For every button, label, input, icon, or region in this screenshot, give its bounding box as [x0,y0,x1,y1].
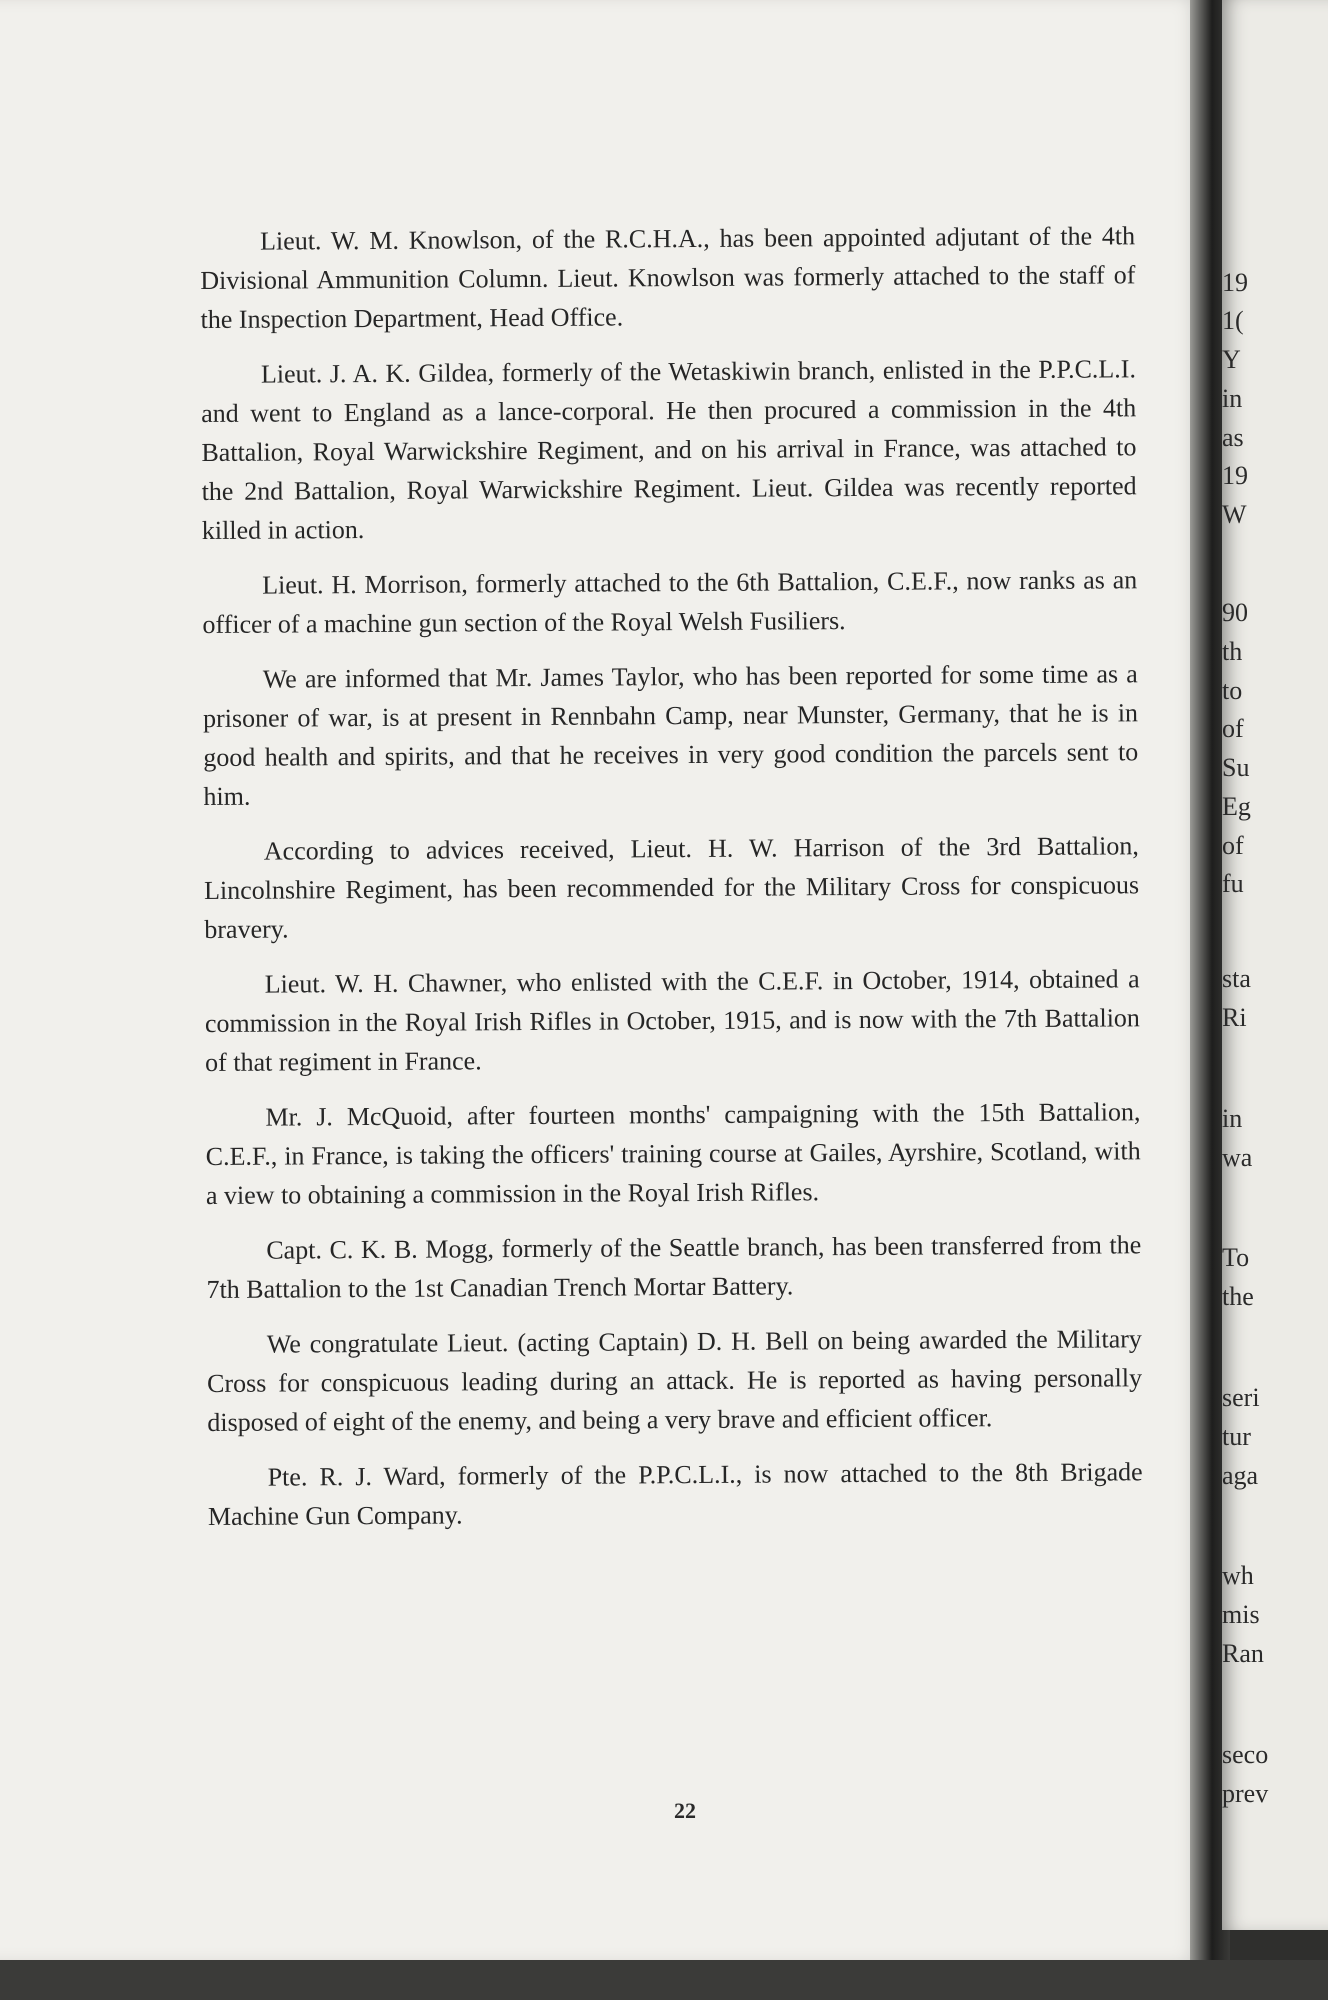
paragraph-mcquoid: Mr. J. McQuoid, after fourteen months' campaigning with the 15th Battalion, C.E.F., in France, is taking the officers' training course at Gailes, Ayrshire, Scotland, with a view to obtaining a commission in the Royal Irish Rifles. [205,1097,1141,1210]
facing-text-fragment: the [1222,1282,1254,1311]
facing-text-fragment: th [1222,637,1243,666]
facing-text-fragment: wh [1222,1561,1254,1590]
paragraph-morrison: Lieut. H. Morrison, formerly attached to the 6th Battalion, C.E.F., now ranks as an officer of a machine gun section of the Royal Welsh Fusiliers. [202,565,1138,639]
facing-text-fragment: wa [1222,1143,1253,1172]
facing-page [1222,0,1328,1930]
facing-text-fragment: Ri [1222,1003,1247,1032]
facing-text-fragment: seri [1222,1383,1260,1412]
facing-text-fragment: Su [1222,753,1250,782]
facing-text-fragment: Y [1222,345,1241,374]
facing-text-fragment: of [1222,714,1244,743]
paragraph-mogg: Capt. C. K. B. Mogg, formerly of the Seattle branch, has been transferred from the 7th Battalion to the 1st Canadian Trench Mortar Battery. [206,1230,1142,1304]
paragraph-harrison: According to advices received, Lieut. H. W. Harrison of the 3rd Battalion, Lincolnshire Regiment, has been recommended for the Military Cross for conspicuous bravery. [203,831,1140,944]
paragraph-chawner: Lieut. W. H. Chawner, who enlisted with the C.E.F. in October, 1914, obtained a commission in the Royal Irish Rifles in October, 1915, and is now with the 7th Battalion of that regiment in France. [204,964,1140,1077]
facing-text-fragment: in [1222,384,1243,413]
paragraph-ward: Pte. R. J. Ward, formerly of the P.P.C.L.I., is now attached to the 8th Brigade Machine Gun Company. [207,1457,1143,1531]
facing-text-fragment: mis [1222,1600,1260,1629]
facing-text-fragment: 90 [1222,598,1248,627]
paragraph-bell: We congratulate Lieut. (acting Captain) D. H. Bell on being awarded the Military Cross for conspicuous leading during an attack. He is reported as having personally disposed of eight of the enemy, and being a very brave and efficient officer. [207,1324,1143,1437]
paragraph-gildea: Lieut. J. A. K. Gildea, formerly of the Wetaskiwin branch, enlisted in the P.P.C.L.I. and went to England as a lance-corporal. He then procured a commission in the 4th Battalion, Royal Warwickshire Regiment, and on his arrival in France, was attached to the 2nd Battalion, Royal Warwickshire Regiment. Lieut. Gildea was recently reported killed in action. [201,354,1137,545]
article-text [200,216,1143,1552]
page-number: 22 [674,1798,696,1823]
facing-text-fragment: prev [1222,1779,1269,1808]
facing-text-fragment: W [1222,500,1247,529]
facing-text-fragment: of [1222,831,1244,860]
facing-text-fragment: as [1222,423,1244,452]
facing-text-fragment: 19 [1222,461,1248,490]
facing-text-fragment: seco [1222,1740,1269,1769]
facing-text-fragment: 1( [1222,306,1244,335]
scan-border [0,1960,1328,2000]
facing-text-fragment: To [1222,1243,1250,1272]
facing-text-fragment: tur [1222,1422,1251,1451]
facing-text-fragment: in [1222,1104,1243,1133]
facing-text-fragment: fu [1222,869,1244,898]
facing-text-fragment: to [1222,676,1243,705]
facing-text-fragment: Eg [1222,792,1251,821]
facing-text-fragment: sta [1222,964,1251,993]
facing-text-fragment: Ran [1222,1639,1264,1668]
facing-text-fragment: aga [1222,1461,1259,1490]
paragraph-knowlson: Lieut. W. M. Knowlson, of the R.C.H.A., has been appointed adjutant of the 4th Divisional Ammunition Column. Lieut. Knowlson was formerly attached to the staff of the Inspection Department, Head Office. [200,221,1136,334]
paragraph-taylor: We are informed that Mr. James Taylor, who has been reported for some time as a prisoner of war, is at present in Rennbahn Camp, near Munster, Germany, that he is in good health and spirits, and that he receives in very good condition the parcels sent to him. [202,659,1139,811]
facing-text-fragment: 19 [1222,268,1248,297]
